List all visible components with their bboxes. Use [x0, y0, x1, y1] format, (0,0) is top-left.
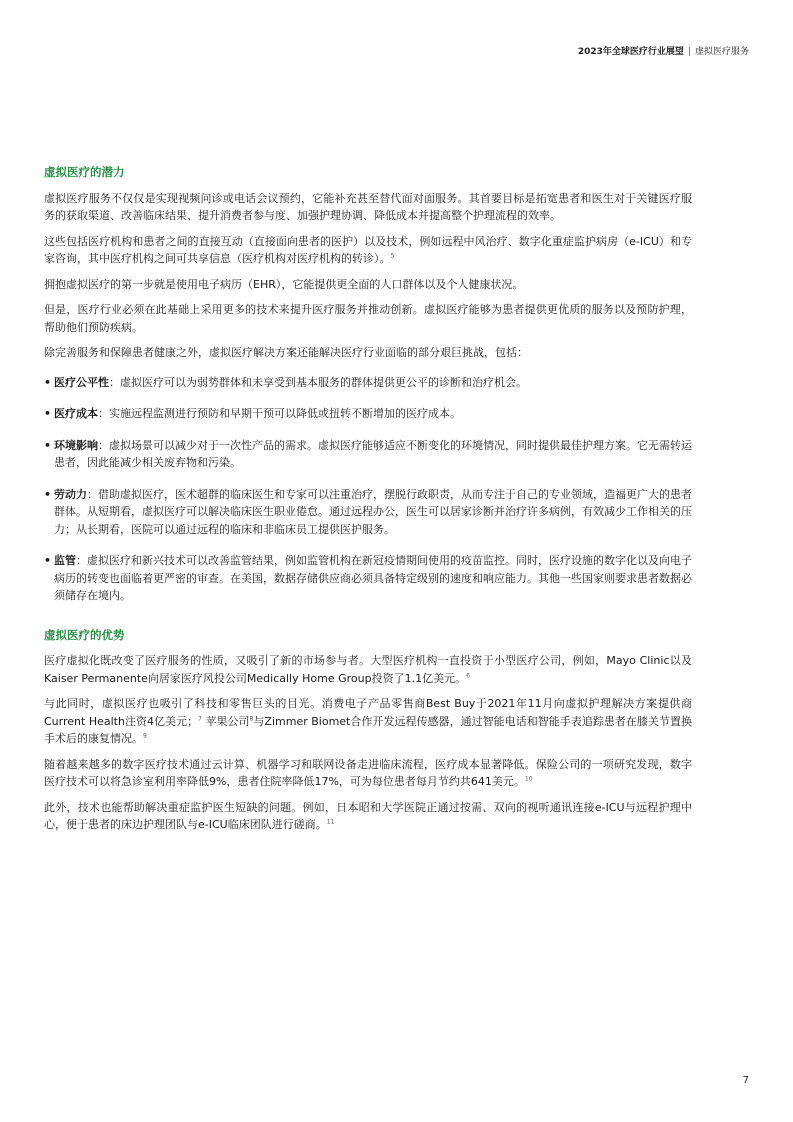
footnote-ref[interactable]: 5	[390, 252, 395, 260]
paragraph-text: 医疗虚拟化既改变了医疗服务的性质，又吸引了新的市场参与者。大型医疗机构一直投资于小型医疗公司，例如，Mayo Clinic以及Kaiser Permanente向居家医疗风投公司Medically Home Group投资了1.1亿美元。	[44, 654, 692, 685]
footnote-ref[interactable]: 6	[466, 671, 470, 679]
paragraph	[44, 652, 692, 687]
bullet-icon: •	[44, 554, 52, 567]
paragraph-text: 与Zimmer Biomet合作开发远程传感器，通过智能电话和智能手表追踪患者在膝关节置换手术后的康复情况。	[44, 714, 693, 745]
paragraph	[44, 190, 692, 225]
paragraph-text: 此外，技术也能帮助解决重症监护医生短缺的问题。例如，日本昭和大学医院正通过按需、双向的视听通讯连接e-ICU与远程护理中心，便于患者的床边护理团队与e-ICU临床团队进行磋商。	[44, 800, 692, 831]
bullet-term: 劳动力	[54, 487, 87, 501]
list-item	[44, 486, 692, 539]
section-advantages	[44, 627, 692, 834]
paragraph-text: 但是，医疗行业必须在此基础上采用更多的技术来提升医疗服务并推动创新。虚拟医疗能够为患者提供更优质的服务以及预防护理，帮助他们预防疾病。	[44, 303, 692, 334]
footnote-ref[interactable]: 10	[524, 775, 533, 783]
footnote-ref[interactable]: 11	[326, 818, 335, 826]
page-header	[578, 44, 749, 57]
bullet-icon: •	[44, 487, 52, 501]
bullet-icon: •	[44, 375, 52, 389]
bullet-term: 医疗公平性	[54, 375, 109, 389]
bullet-icon: •	[44, 407, 52, 420]
document-title: 2023年全球医疗行业展望	[577, 47, 684, 57]
paragraph-text: 拥抱虚拟医疗的第一步就是使用电子病历（EHR），它能提供更全面的人口群体以及个人健康状况。	[44, 277, 524, 291]
list-item	[44, 374, 692, 392]
challenges-list	[44, 374, 692, 605]
paragraph-text: 随着越来越多的数字医疗技术通过云计算、机器学习和联网设备走进临床流程，医疗成本显著降低。保险公司的一项研究发现，数字医疗技术可以将急诊室利用率降低9%，患者住院率降低17%，可为每位患者每月节约共641美元。	[44, 757, 692, 788]
header-separator: |	[687, 47, 691, 57]
bullet-icon: •	[44, 438, 52, 452]
list-item	[44, 437, 692, 472]
paragraph	[44, 799, 692, 834]
paragraph	[44, 695, 692, 748]
paragraph	[44, 344, 692, 362]
bullet-text: ：借助虚拟医疗，医术超群的临床医生和专家可以注重治疗，摆脱行政职责，从而专注于自己的专业领域，造福更广大的患者群体。从短期看，虚拟医疗可以解决临床医生职业倦怠。通过远程办公，医生可以居家诊断并治疗许多病例，有效减少工作相关的压力；从长期看，医院可以通过远程的临床和非临床员工提供医护服务。	[54, 487, 692, 536]
paragraph	[44, 301, 692, 336]
footnote-ref[interactable]: 9	[143, 732, 147, 740]
bullet-text: ：虚拟医疗和新兴技术可以改善监管结果，例如监管机构在新冠疫情期间使用的疫苗监控。同时，医疗设施的数字化以及向电子病历的转变也面临着更严密的审查。在美国，数据存储供应商必须具备特定级别的速度和响应能力。其他一些国家则要求患者数据必须储存在境内。	[54, 554, 692, 602]
paragraph-text: 这些包括医疗机构和患者之间的直接互动（直接面向患者的医护）以及技术，例如远程中风治疗、数字化重症监护病房（e-ICU）和专家咨询，其中医疗机构之间可共享信息（医疗机构对医疗机构的转诊）。	[44, 234, 692, 265]
section-title: 虚拟医疗服务	[694, 47, 749, 57]
paragraph	[44, 756, 692, 791]
bullet-term: 环境影响	[54, 438, 98, 452]
bullet-text: ：实施远程监测进行预防和早期干预可以降低或扭转不断增加的医疗成本。	[98, 407, 461, 420]
footnote-ref[interactable]: 8	[249, 714, 254, 722]
bullet-term: 监管	[54, 554, 76, 567]
footnote-ref[interactable]: 7	[198, 714, 202, 722]
paragraph	[44, 233, 692, 268]
paragraph-text: 与此同时，虚拟医疗也吸引了科技和零售巨头的目光。消费电子产品零售商Best Buy于2021年11月向虚拟护理解决方案提供商Current Health注资4亿美元；	[44, 697, 692, 728]
list-item	[44, 405, 692, 423]
bullet-text: ：虚拟医疗可以为弱势群体和未享受到基本服务的群体提供更公平的诊断和治疗机会。	[109, 375, 527, 389]
list-item	[44, 552, 692, 605]
bullet-term: 医疗成本	[54, 407, 98, 420]
page-number: 7	[742, 1075, 749, 1086]
section-heading-advantages: 虚拟医疗的优势	[44, 627, 125, 642]
section-heading-potential: 虚拟医疗的潜力	[44, 165, 125, 179]
main-content	[44, 164, 692, 842]
paragraph-text: 苹果公司	[201, 714, 250, 728]
paragraph-text: 虚拟医疗服务不仅仅是实现视频问诊或电话会议预约，它能补充甚至替代面对面服务。其首要目标是拓宽患者和医生对于关键医疗服务的获取渠道、改善临床结果、提升消费者参与度、加强护理协调、降低成本并提高整个护理流程的效率。	[44, 191, 692, 222]
paragraph-text: 除完善服务和保障患者健康之外，虚拟医疗解决方案还能解决医疗行业面临的部分艰巨挑战，包括：	[44, 346, 528, 359]
bullet-text: ：虚拟场景可以减少对于一次性产品的需求。虚拟医疗能够适应不断变化的环境情况，同时提供最佳护理方案。它无需转运患者，因此能减少相关废弃物和污染。	[54, 438, 692, 469]
paragraph	[44, 276, 692, 294]
